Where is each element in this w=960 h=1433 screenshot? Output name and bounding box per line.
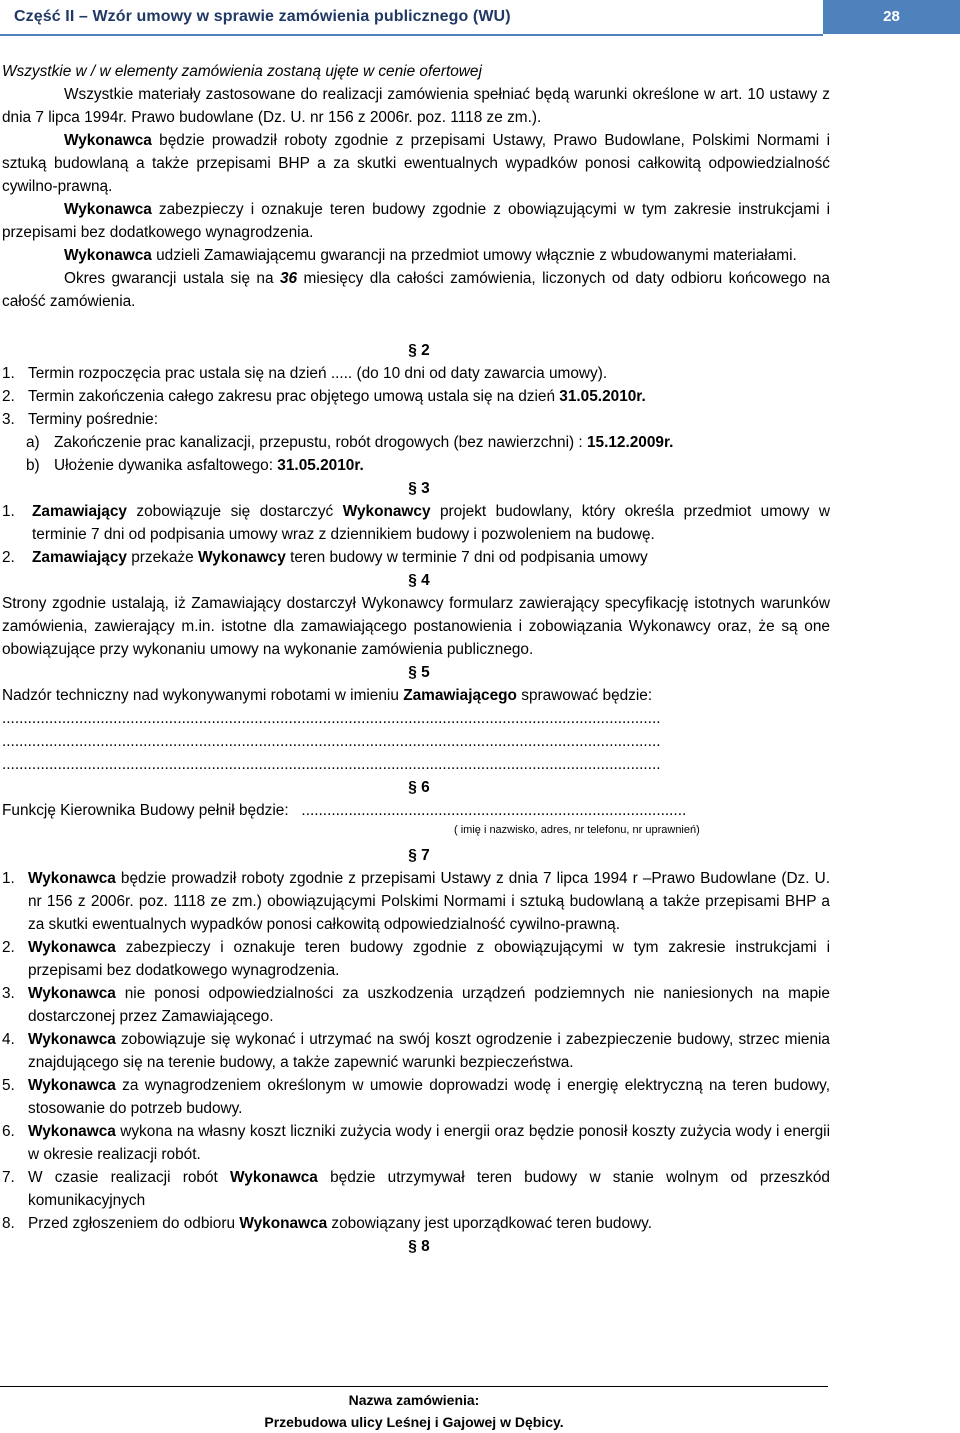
list-item: 8. Przed zgłoszeniem do odbioru Wykonawca zobowiązany jest uporządkować teren budowy.	[2, 1215, 652, 1232]
intro-italic-line: Wszystkie w / w elementy zamówienia zostaną ujęte w cenie ofertowej	[2, 63, 482, 80]
list-item: 1. Termin rozpoczęcia prac ustala się na dzień ..... (do 10 dni od daty zawarcia umowy).	[2, 365, 608, 382]
blank-line: ..........................................................................................................................................................	[2, 710, 661, 727]
section-7-heading: § 7	[408, 847, 430, 864]
section-8-heading: § 8	[408, 1238, 430, 1255]
section-4-heading: § 4	[408, 572, 430, 589]
footer-rule	[0, 1386, 828, 1387]
intro-paragraph-1: Wykonawca będzie prowadził roboty zgodnie z przepisami Ustawy, Prawo Budowlane, Polskimi Normami i sztuką budowlaną a także przepisami BHP a za skutki ewentualnych wypadków ponosi całkowitą odpowiedzialność cywilno-prawną.	[2, 132, 830, 195]
intro-paragraph-2: Wykonawca zabezpieczy i oznakuje teren budowy zgodnie z obowiązującymi w tym zakresie instrukcjami i przepisami bez dodatkowego wynagrodzenia.	[2, 201, 830, 241]
list-item: 3. Terminy pośrednie:	[2, 411, 159, 428]
intro-paragraph-3: Wykonawca udzieli Zamawiającemu gwarancji na przedmiot umowy włącznie z wbudowanymi materiałami.	[64, 247, 797, 264]
section-6-heading: § 6	[408, 779, 430, 796]
list-item: 2. Termin zakończenia całego zakresu prac objętego umową ustala się na dzień 31.05.2010r.	[2, 388, 646, 405]
section-2-heading: § 2	[408, 342, 430, 359]
intro-materials: Wszystkie materiały zastosowane do realizacji zamówienia spełniać będą warunki określone w art. 10 ustawy z dnia 7 lipca 1994r. Prawo budowlane (Dz. U. nr 156 z 2006r. poz. 1118 ze zm.).	[2, 86, 830, 126]
header-rule	[0, 34, 823, 36]
list-item: 4. Wykonawca zobowiązuje się wykonać i utrzymać na swój koszt ogrodzenie i zabezpieczenie budowy, strzec mienia znajdującego się na terenie budowy, a także zapewnić warunki bezpieczeństwa.	[2, 1031, 830, 1071]
footer-project-name: Przebudowa ulicy Leśnej i Gajowej w Dębicy.	[264, 1414, 564, 1430]
section-3-heading: § 3	[408, 480, 430, 497]
document-title: Część II – Wzór umowy w sprawie zamówienia publicznego (WU)	[14, 8, 511, 25]
list-item: 1. Wykonawca będzie prowadził roboty zgodnie z przepisami Ustawy z dnia 7 lipca 1994 r –Prawo Budowlane (Dz. U. nr 156 z 2006r. poz. 1118 ze zm.) obowiązującymi Polskimi Normami i sztuką budowlaną a także przepisami BHP a za skutki ewentualnych wypadków ponosi całkowitą odpowiedzialność cywilno-prawną.	[2, 870, 830, 933]
list-item: 5. Wykonawca za wynagrodzeniem określonym w umowie doprowadzi wodę i energię elektryczną na teren budowy, stosowanie do potrzeb budowy.	[2, 1077, 830, 1117]
page-number-badge: 28	[823, 0, 960, 34]
blank-line: ..........................................................................................................................................................	[2, 733, 661, 750]
list-item: 2. Wykonawca zabezpieczy i oznakuje teren budowy zgodnie z obowiązującymi w tym zakresie instrukcjami i przepisami bez dodatkowego wynagrodzenia.	[2, 939, 830, 979]
sub-item: b) Ułożenie dywanika asfaltowego: 31.05.2010r.	[26, 457, 364, 474]
section-5-text: Nadzór techniczny nad wykonywanymi robotami w imieniu Zamawiającego sprawować będzie:	[2, 687, 653, 704]
list-item: 6. Wykonawca wykona na własny koszt liczniki zużycia wody i energii oraz będzie ponosił koszty zużycia wody i energii w okresie realizacji robót.	[2, 1123, 830, 1163]
intro-paragraph-4: Okres gwarancji ustala się na 36 miesięcy dla całości zamówienia, liczonych od daty odbioru końcowego na całość zamówienia.	[2, 270, 830, 310]
section-5-heading: § 5	[408, 664, 430, 681]
section-7-list	[2, 867, 830, 1235]
site-manager-hint: ( imię i nazwisko, adres, nr telefonu, nr uprawnień)	[454, 824, 700, 836]
document-body	[2, 60, 830, 1258]
list-item: 7. W czasie realizacji robót Wykonawca będzie utrzymywał teren budowy w stanie wolnym od przeszkód komunikacyjnych	[2, 1169, 830, 1209]
list-item: 2. Zamawiający przekaże Wykonawcy teren budowy w terminie 7 dni od podpisania umowy	[2, 549, 648, 566]
blank-line: ..........................................................................................................................................................	[2, 756, 661, 773]
sub-item: a) Zakończenie prac kanalizacji, przepustu, robót drogowych (bez nawierzchni) : 15.12.2009r.	[26, 434, 674, 451]
list-item: 3. Wykonawca nie ponosi odpowiedzialności za uszkodzenia urządzeń podziemnych nie naniesionych na mapie dostarczonej przez Zamawiającego.	[2, 985, 830, 1025]
section-4-text: Strony zgodnie ustalają, iż Zamawiający dostarczył Wykonawcy formularz zawierający specyfikację istotnych warunków zamówienia, zawierający m.in. istotne dla zamawiającego postanowienia i zobowiązania Wykonawcy oraz, że są one obowiązujące przy wykonaniu umowy na wykonanie zamówienia publicznego.	[2, 595, 830, 658]
page-header	[0, 0, 960, 36]
footer-label: Nazwa zamówienia:	[348, 1392, 480, 1408]
page-footer	[0, 1386, 828, 1433]
site-manager-line: Funkcję Kierownika Budowy pełnił będzie: ..........................................................................................	[2, 802, 687, 819]
list-item: 1. Zamawiający zobowiązuje się dostarczyć Wykonawcy projekt budowlany, który określa przedmiot umowy w terminie 7 dni od podpisania umowy wraz z dziennikiem budowy i pozwoleniem na budowę.	[2, 503, 830, 543]
